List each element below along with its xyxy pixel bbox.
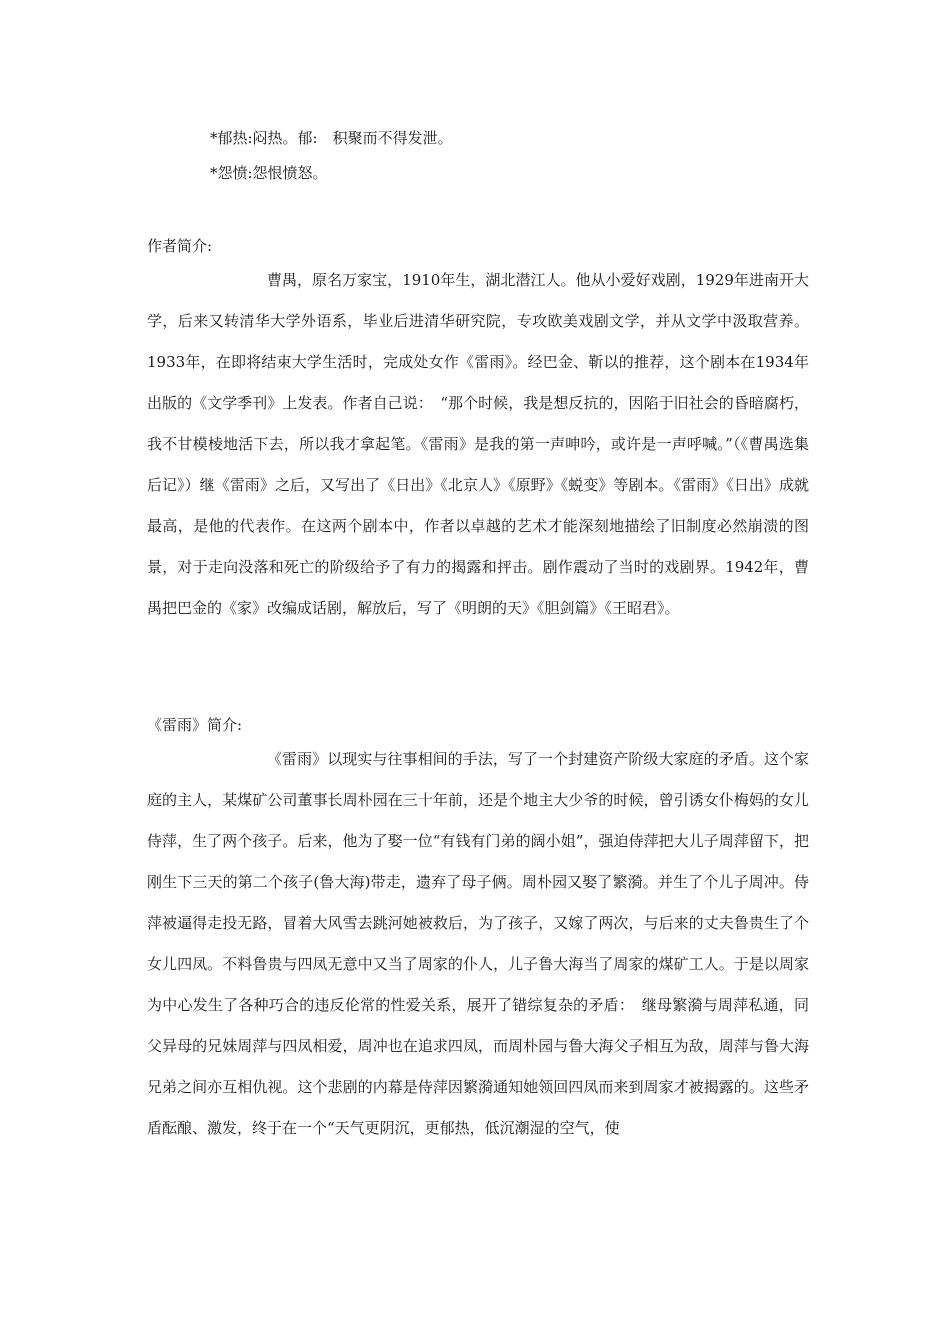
author-section-heading: 作者简介: [147,237,213,255]
author-biography-paragraph: 曹禺，原名万家宝，1910年生，湖北潜江人。他从小爱好戏剧，1929年进南开大学，后来又转清华大学外语系，毕业后进清华研究院，专攻欧美戏剧文学，并从文学中汲取营养。1933年，在即将结束大学生活时，完成处女作《雷雨》。经巴金、靳以的推荐，这个剧本在1934年出版的《文学季刊》上发表。作者自己说： “那个时候，我是想反抗的，因陷于旧社会的昏暗腐朽，我不甘模棱地活下去，所以我才拿起笔。《雷雨》是我的第一声呻吟，或许是一声呼喊。”（《曹禺选集后记》）继《雷雨》之后，又写出了《日出》《北京人》《原野》《蜕变》等剧本。《雷雨》《日出》成就最高，是他的代表作。在这两个剧本中，作者以卓越的艺术才能深刻地描绘了旧制度必然崩溃的图景，对于走向没落和死亡的阶级给予了有力的揭露和抨击。剧作震动了当时的戏剧界。1942年，曹禺把巴金的《家》改编成话剧，解放后，写了《明朗的天》《胆剑篇》《王昭君》。 [147,271,809,617]
annotation-yuanfen: *怨愤:怨恨愤怒。 [210,164,328,182]
play-summary-paragraph: 《雷雨》以现实与往事相间的手法，写了一个封建资产阶级大家庭的矛盾。这个家庭的主人，某煤矿公司董事长周朴园在三十年前，还是个地主大少爷的时候，曾引诱女仆梅妈的女儿侍萍，生了两个孩子。后来，他为了娶一位“有钱有门弟的阔小姐”，强迫侍萍把大儿子周萍留下，把刚生下三天的第二个孩子(鲁大海)带走，遗弃了母子俩。周朴园又娶了繁漪。并生了个儿子周冲。侍萍被逼得走投无路，冒着大风雪去跳河她被救后，为了孩子，又嫁了两次，与后来的丈夫鲁贵生了个女儿四凤。不料鲁贵与四凤无意中又当了周家的仆人，儿子鲁大海当了周家的煤矿工人。于是以周家为中心发生了各种巧合的违反伦常的性爱关系，展开了错综复杂的矛盾： 继母繁漪与周萍私通，同父异母的兄妹周萍与四凤相爱，周冲也在追求四凤，而周朴园与鲁大海父子相互为敌，周萍与鲁大海兄弟之间亦互相仇视。这个悲剧的内幕是侍萍因繁漪通知她领回四凤而来到周家才被揭露的。这些矛盾酝酿、激发，终于在一个“天气更阴沉，更郁热，低沉潮湿的空气，使 [147,750,809,1137]
annotation-yure: *郁热:闷热。郁: 积聚而不得发泄。 [210,129,453,147]
play-section-heading: 《雷雨》简介: [147,716,243,734]
